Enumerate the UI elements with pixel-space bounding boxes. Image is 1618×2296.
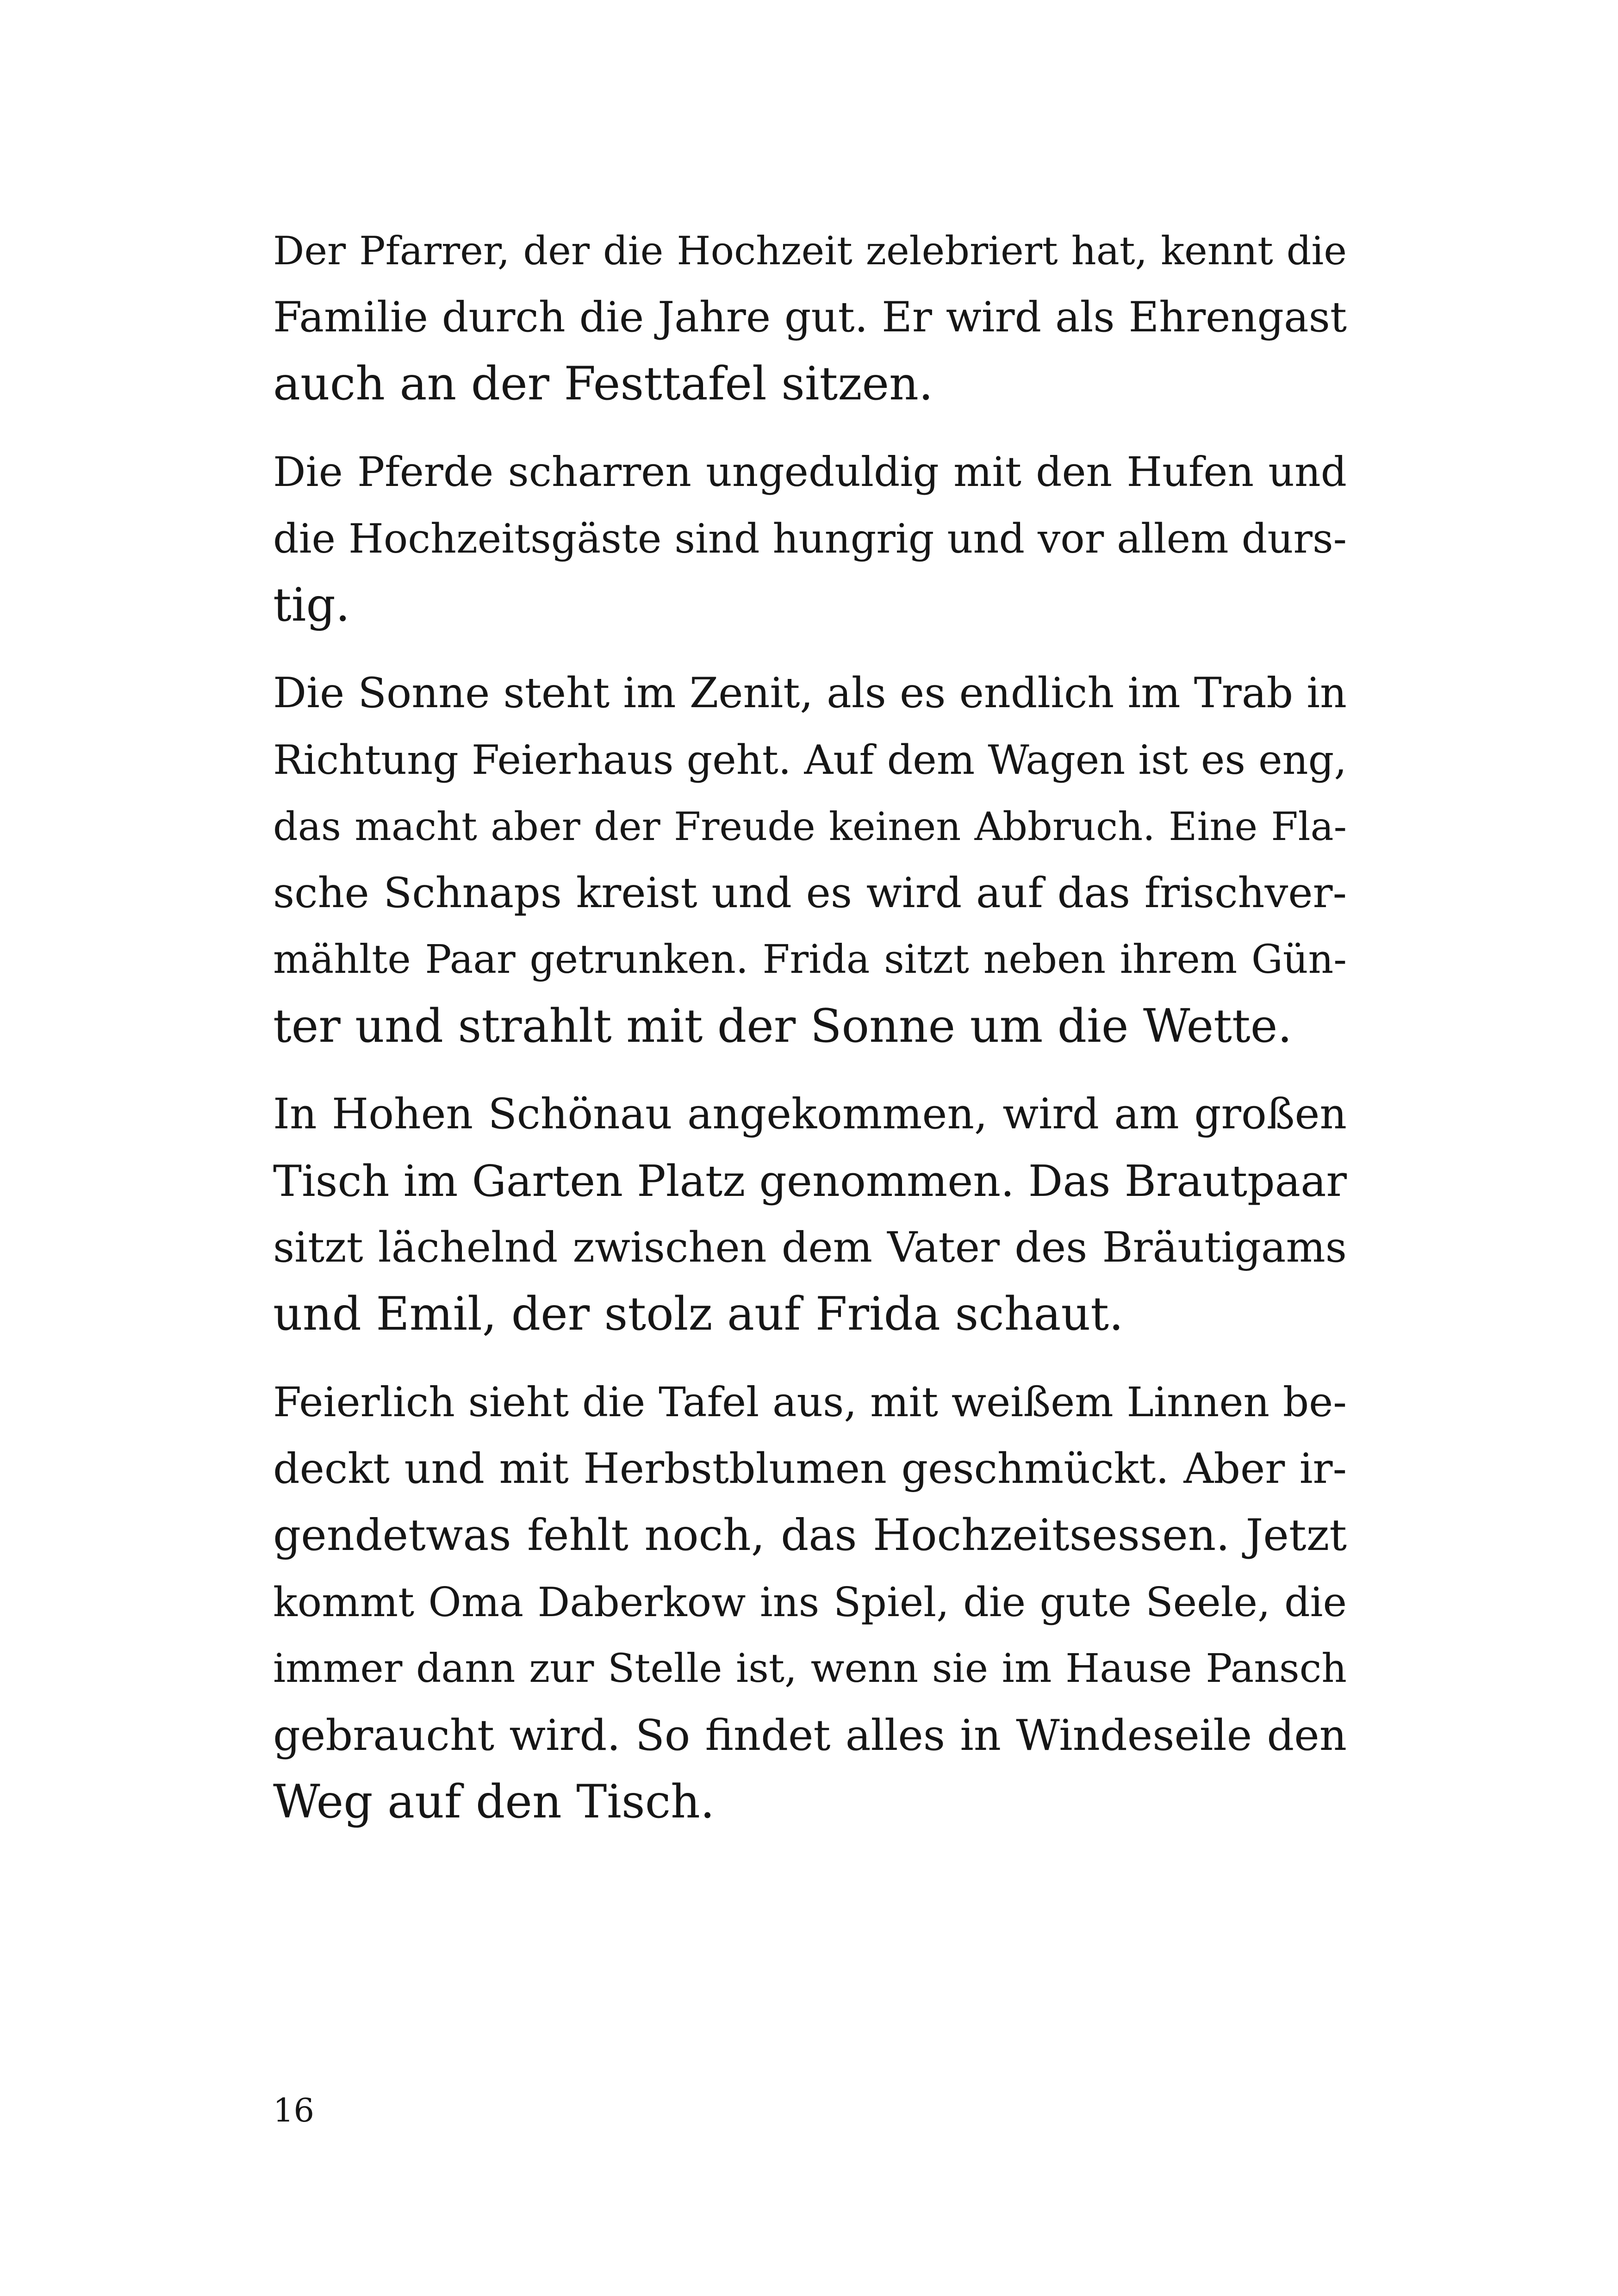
- text-line: das macht aber der Freude keinen Abbruch. Eine Fla-: [273, 804, 1347, 849]
- text-line: Die Sonne steht im Zenit, als es endlich im Trab in: [273, 669, 1347, 717]
- body-text: [273, 218, 1347, 1857]
- text-line: kommt Oma Daberkow ins Spiel, die gute Seele, die: [273, 1579, 1347, 1626]
- text-line: ter und strahlt mit der Sonne um die Wette.: [273, 1000, 1292, 1053]
- text-line: Tisch im Garten Platz genommen. Das Brautpaar: [273, 1156, 1347, 1206]
- text-line: Familie durch die Jahre gut. Er wird als Ehrengast: [273, 293, 1347, 342]
- paragraph-1: [273, 218, 1347, 417]
- text-line: auch an der Festtafel sitzen.: [273, 357, 933, 411]
- text-line: In Hohen Schönau angekommen, wird am großen: [273, 1090, 1347, 1139]
- page-number: 16: [273, 2091, 315, 2129]
- text-line: Der Pfarrer, der die Hochzeit zelebriert hat, kennt die: [273, 228, 1347, 274]
- text-line: deckt und mit Herbstblumen geschmückt. Aber ir-: [273, 1444, 1347, 1493]
- text-line: Die Pferde scharren ungeduldig mit den Hufen und: [273, 448, 1347, 496]
- text-line: gebraucht wird. So findet alles in Windeseile den: [273, 1711, 1347, 1760]
- paragraph-4: [273, 1081, 1347, 1348]
- text-line: Weg auf den Tisch.: [273, 1775, 715, 1829]
- text-line: sche Schnaps kreist und es wird auf das frischver-: [273, 869, 1347, 917]
- paragraph-5: [273, 1369, 1347, 1836]
- text-line: Feierlich sieht die Tafel aus, mit weißem Linnen be-: [273, 1378, 1347, 1426]
- text-line: die Hochzeitsgäste sind hungrig und vor allem durs-: [273, 515, 1347, 562]
- text-line: mählte Paar getrunken. Frida sitzt neben ihrem Gün-: [273, 937, 1347, 983]
- text-line: und Emil, der stolz auf Frida schaut.: [273, 1288, 1124, 1341]
- paragraph-3: [273, 660, 1347, 1060]
- text-line: sitzt lächelnd zwischen dem Vater des Bräutigams: [273, 1223, 1347, 1272]
- text-line: immer dann zur Stelle ist, wenn sie im Hause Pansch: [273, 1646, 1347, 1692]
- text-line: gendetwas fehlt noch, das Hochzeitsessen. Jetzt: [273, 1510, 1347, 1561]
- text-line: tig.: [273, 579, 350, 632]
- paragraph-2: [273, 439, 1347, 639]
- text-line: Richtung Feierhaus geht. Auf dem Wagen ist es eng,: [273, 736, 1347, 784]
